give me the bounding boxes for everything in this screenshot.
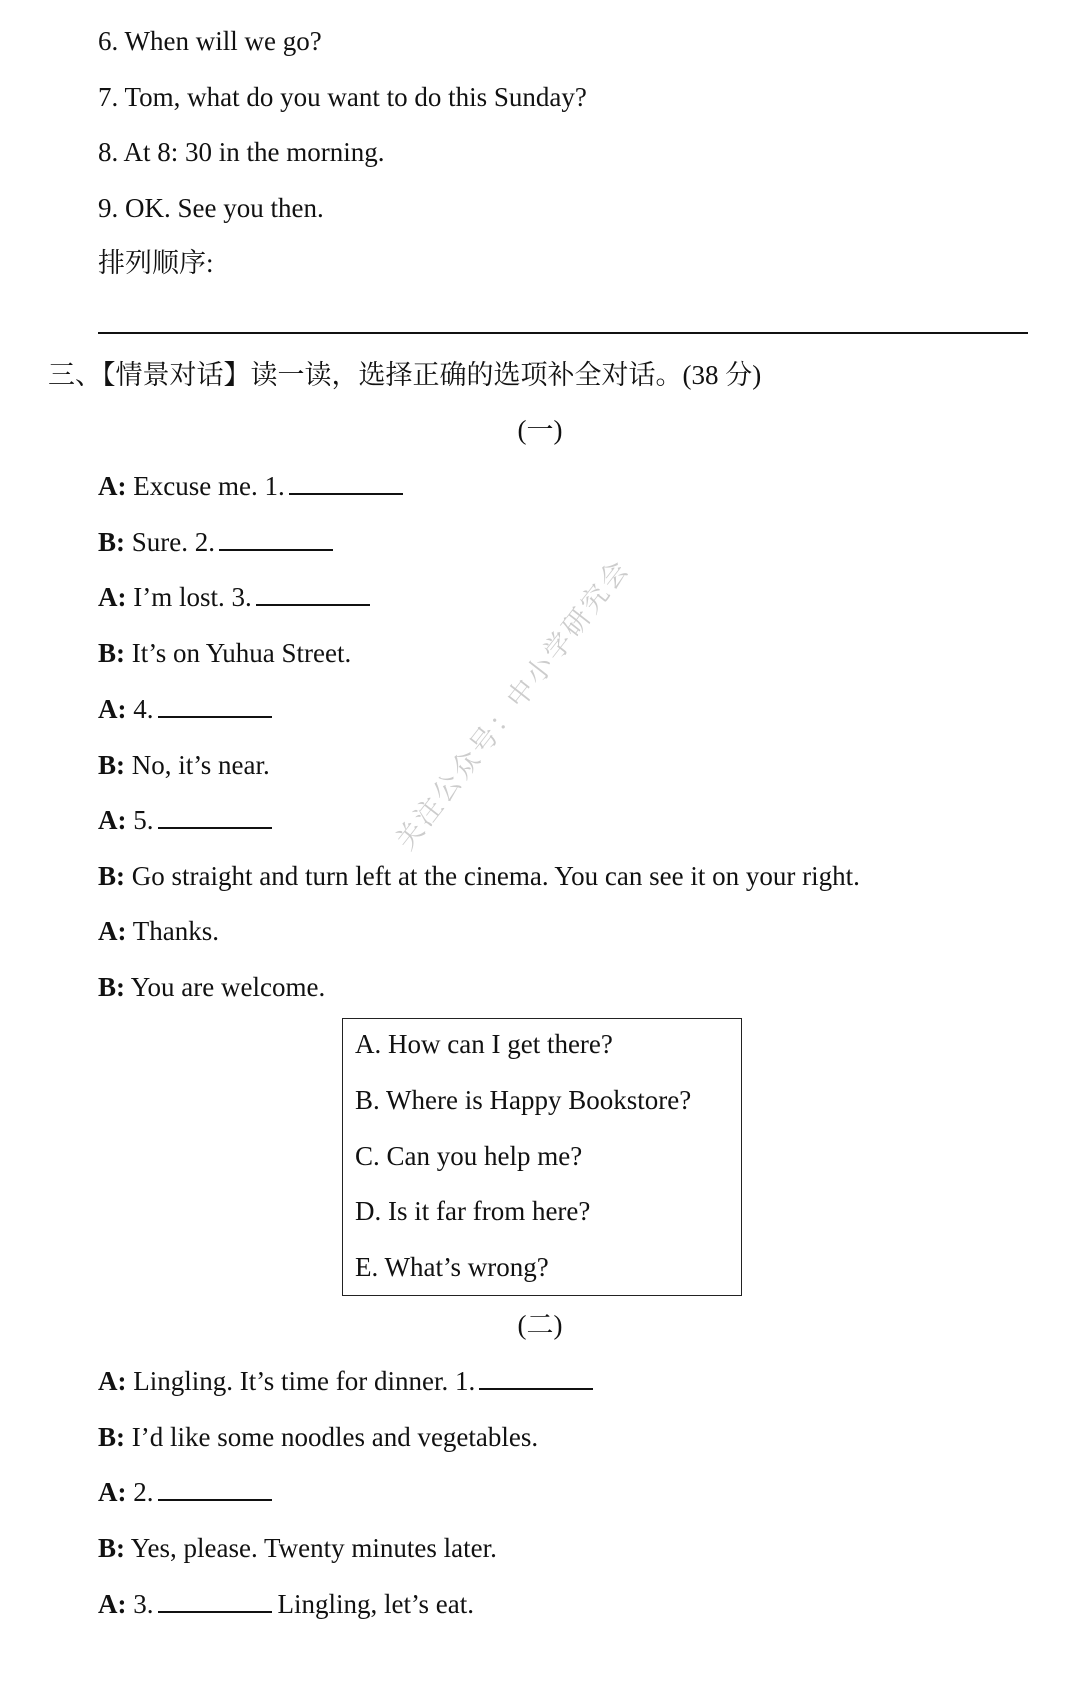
dialogue2-line xyxy=(98,1531,497,1565)
dialogue-text: Lingling. It’s time for dinner. 1. xyxy=(133,1366,476,1396)
ordering-item-6: 6. When will we go? xyxy=(98,26,322,56)
option-d: D. Is it far from here? xyxy=(355,1196,591,1226)
order-label: 排列顺序: xyxy=(98,248,214,278)
dialogue-text: 4. xyxy=(133,694,154,724)
speaker-label: B: xyxy=(98,861,125,891)
dialogue1-line xyxy=(98,859,860,893)
dialogue2-line xyxy=(98,1364,599,1398)
dialogue-text: Thanks. xyxy=(132,916,219,946)
dialogue1-line xyxy=(98,580,376,614)
ordering-item-7: 7. Tom, what do you want to do this Sunday? xyxy=(98,82,587,112)
dialogue-text: Excuse me. 1. xyxy=(133,471,285,501)
options-box xyxy=(342,1018,742,1296)
dialogue2-subheading: (二) xyxy=(517,1310,563,1340)
dialogue1-line xyxy=(98,748,270,782)
dialogue1-subheading: (一) xyxy=(517,415,563,445)
answer-blank[interactable] xyxy=(479,1364,593,1390)
section-heading: 三、【情景对话】读一读，选择正确的选项补全对话。(38 分) xyxy=(48,360,762,390)
answer-blank[interactable] xyxy=(158,692,272,718)
ordering-item-9: 9. OK. See you then. xyxy=(98,193,324,223)
answer-blank[interactable] xyxy=(158,1475,272,1501)
speaker-label: B: xyxy=(98,750,125,780)
option-c: C. Can you help me? xyxy=(355,1141,583,1171)
dialogue2-line xyxy=(98,1420,538,1454)
dialogue1-line xyxy=(98,636,351,670)
option-b: B. Where is Happy Bookstore? xyxy=(355,1085,692,1115)
answer-blank[interactable] xyxy=(158,803,272,829)
speaker-label: A: xyxy=(98,694,127,724)
answer-blank[interactable] xyxy=(219,525,333,551)
speaker-label: B: xyxy=(98,638,125,668)
speaker-label: A: xyxy=(98,805,127,835)
speaker-label: A: xyxy=(98,1589,127,1619)
dialogue-text: 5. xyxy=(133,805,154,835)
dialogue-text: I’d like some noodles and vegetables. xyxy=(131,1422,539,1452)
dialogue1-line xyxy=(98,970,325,1004)
dialogue-text: No, it’s near. xyxy=(131,750,270,780)
speaker-label: A: xyxy=(98,471,127,501)
speaker-label: A: xyxy=(98,916,127,946)
dialogue-text: It’s on Yuhua Street. xyxy=(131,638,352,668)
watermark: 关注公众号：中小学研究会 xyxy=(390,553,637,856)
order-answer-line[interactable] xyxy=(98,332,1028,334)
dialogue1-line xyxy=(98,803,278,837)
speaker-label: B: xyxy=(98,1533,125,1563)
dialogue2-line xyxy=(98,1587,474,1621)
speaker-label: B: xyxy=(98,972,125,1002)
speaker-label: A: xyxy=(98,1477,127,1507)
speaker-label: A: xyxy=(98,1366,127,1396)
dialogue-text: Sure. 2. xyxy=(131,527,215,557)
dialogue-text: 2. xyxy=(133,1477,154,1507)
speaker-label: A: xyxy=(98,582,127,612)
dialogue-text-after: Lingling, let’s eat. xyxy=(277,1589,474,1619)
dialogue2-line xyxy=(98,1475,278,1509)
speaker-label: B: xyxy=(98,1422,125,1452)
answer-blank[interactable] xyxy=(289,469,403,495)
answer-blank[interactable] xyxy=(158,1587,272,1613)
dialogue-text: Go straight and turn left at the cinema. You can see it on your right. xyxy=(131,861,860,891)
dialogue1-line xyxy=(98,914,219,948)
option-e: E. What’s wrong? xyxy=(355,1252,549,1282)
dialogue-text: I’m lost. 3. xyxy=(133,582,252,612)
dialogue1-line xyxy=(98,469,409,503)
dialogue-text: 3. xyxy=(133,1589,154,1619)
ordering-item-8: 8. At 8: 30 in the morning. xyxy=(98,137,385,167)
speaker-label: B: xyxy=(98,527,125,557)
dialogue1-line xyxy=(98,692,278,726)
dialogue1-line xyxy=(98,525,339,559)
answer-blank[interactable] xyxy=(256,580,370,606)
dialogue-text: You are welcome. xyxy=(130,972,326,1002)
dialogue-text: Yes, please. Twenty minutes later. xyxy=(130,1533,497,1563)
option-a: A. How can I get there? xyxy=(355,1029,613,1059)
